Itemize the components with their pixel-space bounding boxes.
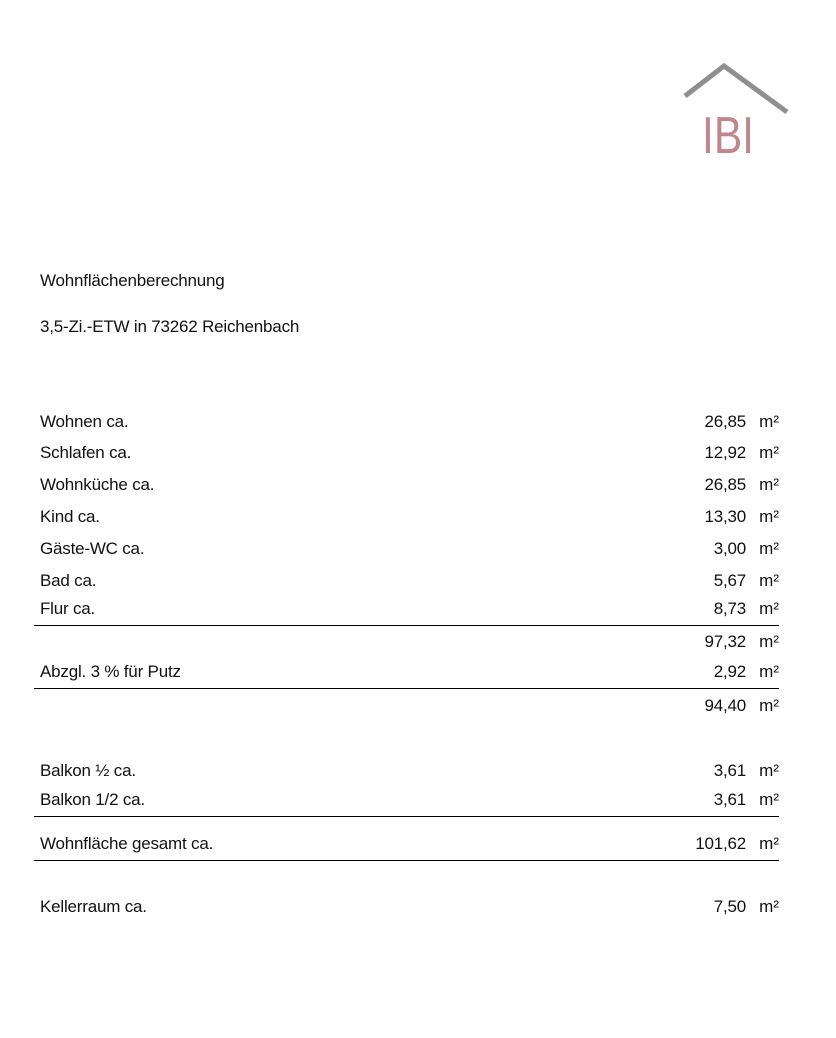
row-label: Wohnküche ca. <box>40 475 155 494</box>
logo-text: IBI <box>702 107 754 158</box>
row-label: Balkon 1/2 ca. <box>40 790 145 809</box>
area-row-wohnkueche <box>34 469 779 501</box>
row-value: 12,92 <box>704 443 746 462</box>
row-value: 26,85 <box>704 412 746 431</box>
row-value: 2,92 <box>713 662 746 681</box>
area-row-kind <box>34 501 779 533</box>
row-label: Wohnen ca. <box>40 412 129 431</box>
ibi-logo <box>682 62 792 158</box>
area-row-balkon-1 <box>34 755 779 787</box>
row-value: 8,73 <box>713 599 746 618</box>
deduction-row <box>34 656 779 689</box>
area-row-gaeste-wc <box>34 533 779 565</box>
row-value: 94,40 <box>704 696 746 715</box>
row-unit: m² <box>759 599 779 618</box>
document-subtitle: 3,5-Zi.-ETW in 73262 Reichenbach <box>40 317 300 336</box>
row-label: Bad ca. <box>40 571 97 590</box>
area-row-schlafen <box>34 437 779 469</box>
row-value: 97,32 <box>704 632 746 651</box>
row-unit: m² <box>759 696 779 715</box>
row-unit: m² <box>759 761 779 780</box>
logo-roof-icon <box>685 66 787 112</box>
row-unit: m² <box>759 632 779 651</box>
row-unit: m² <box>759 475 779 494</box>
row-unit: m² <box>759 571 779 590</box>
row-unit: m² <box>759 412 779 431</box>
row-unit: m² <box>759 834 779 853</box>
row-label: Flur ca. <box>40 599 96 618</box>
row-value: 5,67 <box>713 571 746 590</box>
area-row-wohnen <box>34 406 779 438</box>
row-label: Kind ca. <box>40 507 100 526</box>
row-unit: m² <box>759 443 779 462</box>
area-row-balkon-2 <box>34 784 779 817</box>
row-label: Wohnfläche gesamt ca. <box>40 834 214 853</box>
row-unit: m² <box>759 897 779 916</box>
row-value: 101,62 <box>695 834 746 853</box>
row-label: Schlafen ca. <box>40 443 132 462</box>
area-row-kellerraum <box>34 891 779 923</box>
row-value: 7,50 <box>713 897 746 916</box>
row-unit: m² <box>759 507 779 526</box>
subtotal-row <box>34 626 779 658</box>
row-label: Kellerraum ca. <box>40 897 147 916</box>
row-unit: m² <box>759 662 779 681</box>
total-area-row <box>34 828 779 861</box>
row-unit: m² <box>759 539 779 558</box>
row-value: 3,61 <box>713 761 746 780</box>
row-label: Gäste-WC ca. <box>40 539 145 558</box>
row-value: 26,85 <box>704 475 746 494</box>
area-row-flur <box>34 593 779 626</box>
row-label: Balkon ½ ca. <box>40 761 136 780</box>
row-value: 3,00 <box>713 539 746 558</box>
row-unit: m² <box>759 790 779 809</box>
row-value: 3,61 <box>713 790 746 809</box>
net-area-row <box>34 690 779 722</box>
row-value: 13,30 <box>704 507 746 526</box>
row-label: Abzgl. 3 % für Putz <box>40 662 181 681</box>
document-title: Wohnflächenberechnung <box>40 271 225 290</box>
